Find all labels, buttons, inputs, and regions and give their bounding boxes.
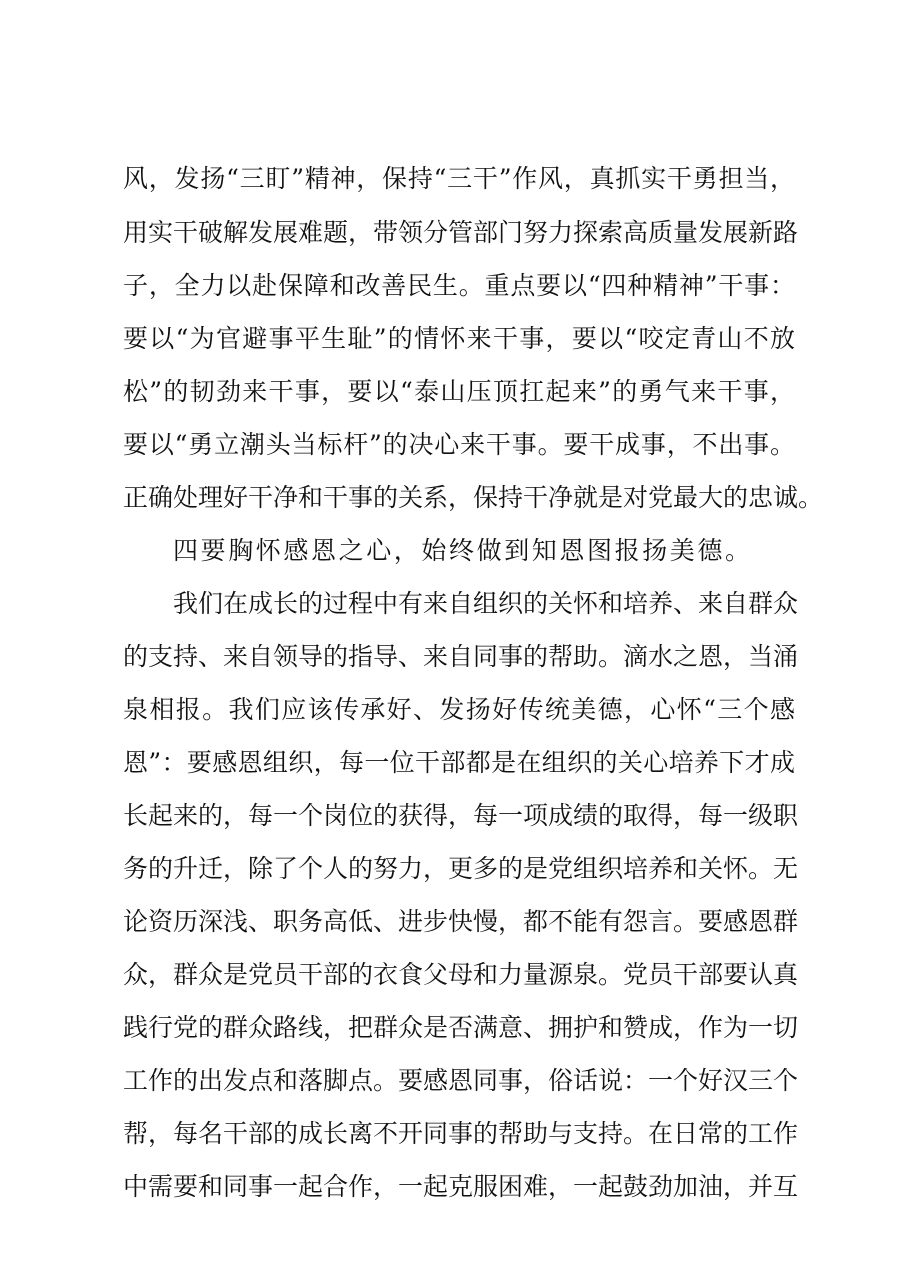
text-line: 恩”：要感恩组织，每一位干部都是在组织的关心培养下才成 <box>123 748 795 777</box>
text-line: 松”的韧劲来干事，要以“泰山压顶扛起来”的勇气来干事， <box>123 377 795 406</box>
text-line: 论资历深浅、职务高低、进步快慢，都不能有怨言。要感恩群 <box>123 907 799 936</box>
text-line: 子，全力以赴保障和改善民生。重点要以“四种精神”干事： <box>123 271 795 300</box>
text-line: 工作的出发点和落脚点。要感恩同事，俗话说：一个好汉三个 <box>123 1066 799 1095</box>
text-line: 中需要和同事一起合作，一起克服困难，一起鼓劲加油，并互 <box>123 1172 799 1201</box>
text-line: 务的升迁，除了个人的努力，更多的是党组织培养和关怀。无 <box>123 854 799 883</box>
text-line: 众，群众是党员干部的衣食父母和力量源泉。党员干部要认真 <box>123 960 799 989</box>
text-line: 的支持、来自领导的指导、来自同事的帮助。滴水之恩，当涌 <box>123 642 799 671</box>
section-heading: 四要胸怀感恩之心，始终做到知恩图报扬美德。 <box>173 536 753 565</box>
text-line: 要以“为官避事平生耻”的情怀来干事，要以“咬定青山不放 <box>123 324 795 353</box>
text-line: 帮，每名干部的成长离不开同事的帮助与支持。在日常的工作 <box>123 1119 799 1148</box>
text-line: 正确处理好干净和干事的关系，保持干净就是对党最大的忠诚。 <box>123 483 824 512</box>
text-line: 要以“勇立潮头当标杆”的决心来干事。要干成事，不出事。 <box>123 430 795 459</box>
text-line: 践行党的群众路线，把群众是否满意、拥护和赞成，作为一切 <box>123 1013 799 1042</box>
paragraph-first-line: 我们在成长的过程中有来自组织的关怀和培养、来自群众 <box>173 589 799 618</box>
text-line: 长起来的，每一个岗位的获得，每一项成绩的取得，每一级职 <box>123 801 799 830</box>
text-line: 泉相报。我们应该传承好、发扬好传统美德，心怀“三个感 <box>123 695 795 724</box>
text-line: 风，发扬“三盯”精神，保持“三干”作风，真抓实干勇担当， <box>123 164 795 193</box>
text-line: 用实干破解发展难题，带领分管部门努力探索高质量发展新路 <box>123 218 799 247</box>
